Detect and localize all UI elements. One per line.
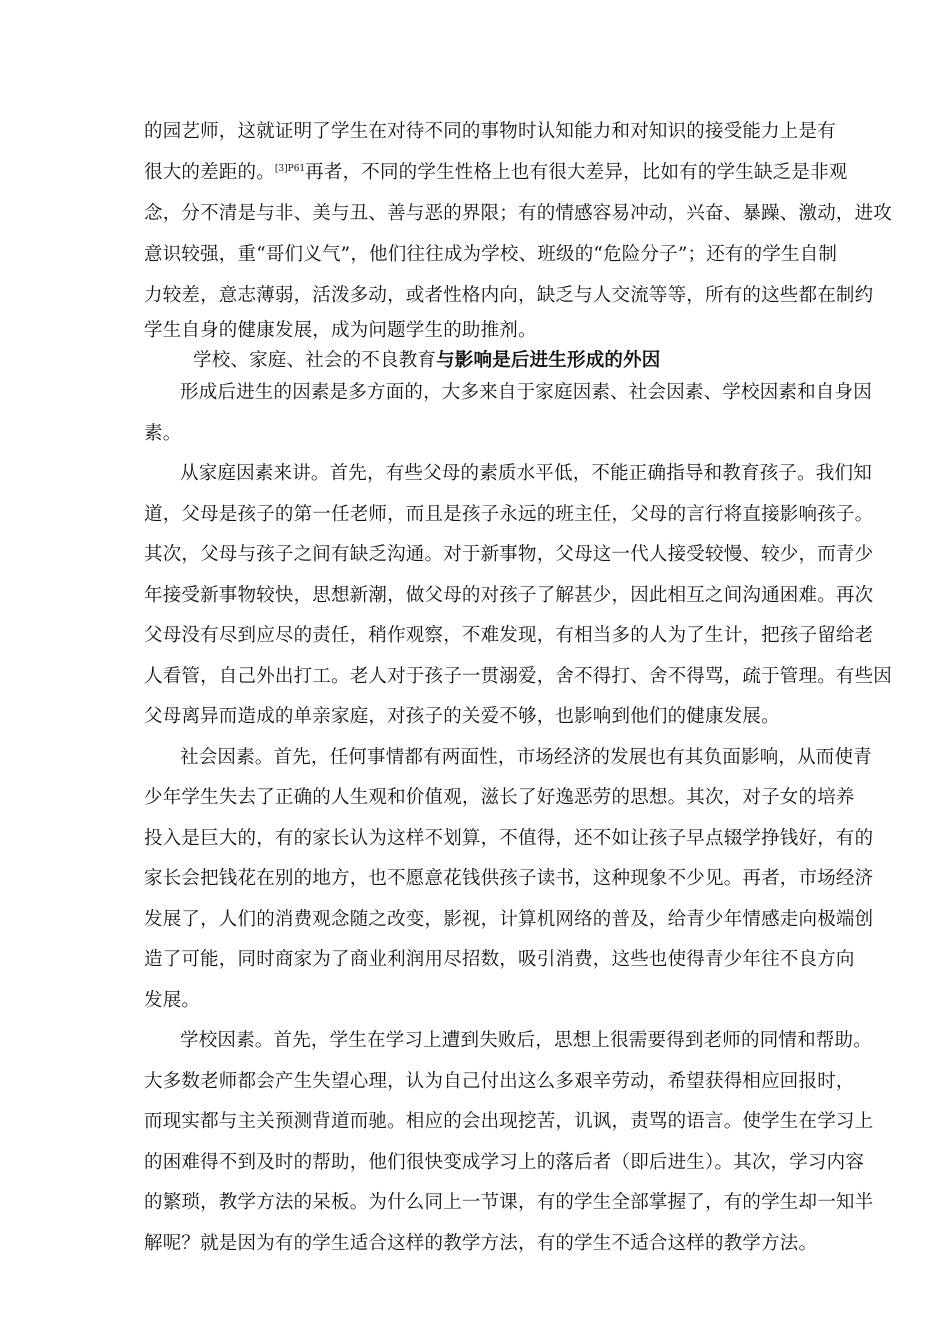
paragraph-5-line-3: 而现实都与主关预测背道而驰。相应的会出现挖苦，讥讽，责骂的语言。使学生在学习上 [144, 1111, 874, 1132]
section-heading [193, 350, 661, 372]
paragraph-4-line-3: 投入是巨大的，有的家长认为这样不划算，不值得，还不如让孩子早点辍学挣钱好，有的 [144, 828, 874, 849]
paragraph-3-line-7: 父母离异而造成的单亲家庭，对孩子的关爱不够，也影响到他们的健康发展。 [144, 706, 780, 727]
paragraph-3-line-3: 其次，父母与孩子之间有缺乏沟通。对于新事物，父母这一代人接受较慢、较少，而青少 [144, 544, 874, 565]
paragraph-3-line-1: 从家庭因素来讲。首先，有些父母的素质水平低，不能正确指导和教育孩子。我们知 [180, 463, 872, 484]
section-heading-plain: 学校、家庭、社会的不良教育 [193, 350, 437, 371]
paragraph-3-line-6: 人看管，自己外出打工。老人对于孩子一贯溺爱，舍不得打、舍不得骂，疏于管理。有些因 [144, 666, 893, 687]
paragraph-5-line-6: 解呢？就是因为有的学生适合这样的教学方法，有的学生不适合这样的教学方法。 [144, 1233, 818, 1254]
paragraph-5-line-5: 的繁琐，教学方法的呆板。为什么同上一节课，有的学生全部掌握了，有的学生却一知半 [144, 1192, 874, 1213]
paragraph-4-line-5: 发展了，人们的消费观念随之改变，影视，计算机网络的普及，给青少年情感走向极端创 [144, 909, 874, 930]
paragraph-5-line-2: 大多数老师都会产生失望心理，认为自己付出这么多艰辛劳动，希望获得相应回报时， [144, 1071, 855, 1092]
paragraph-3-line-5: 父母没有尽到应尽的责任，稍作观察，不难发现，有相当多的人为了生计，把孩子留给老 [144, 625, 874, 646]
paragraph-1-line-1: 的园艺师，这就证明了学生在对待不同的事物时认知能力和对知识的接受能力上是有 [144, 121, 836, 142]
paragraph-3-line-4: 年接受新事物较快，思想新潮，做父母的对孩子了解甚少，因此相互之间沟通困难。再次 [144, 585, 874, 606]
paragraph-1-line-2 [144, 162, 848, 184]
paragraph-4-line-2: 少年学生失去了正确的人生观和价值观，滋长了好逸恶劳的思想。其次，对子女的培养 [144, 787, 855, 808]
paragraph-1-line-2-text-a: 很大的差距的。 [144, 162, 275, 183]
paragraph-3-line-2: 道，父母是孩子的第一任老师，而且是孩子永远的班主任，父母的言行将直接影响孩子。 [144, 504, 874, 525]
paragraph-4-line-4: 家长会把钱花在别的地方，也不愿意花钱供孩子读书，这种现象不少见。再者，市场经济 [144, 868, 874, 889]
paragraph-1-line-2-text-b: 再者，不同的学生性格上也有很大差异，比如有的学生缺乏是非观 [305, 162, 848, 183]
paragraph-1-line-3: 念，分不清是与非、美与丑、善与恶的界限；有的情感容易冲动，兴奋、暴躁、激动，进攻 [144, 203, 893, 224]
paragraph-2-line-2: 素。 [144, 423, 182, 444]
paragraph-4-line-6: 造了可能，同时商家为了商业利润用尽招数，吸引消费，这些也使得青少年往不良方向 [144, 949, 855, 970]
paragraph-1-line-4: 意识较强，重“哥们义气”，他们往往成为学校、班级的“危险分子”；还有的学生自制 [144, 244, 838, 265]
section-heading-bold: 与影响是后进生形成的外因 [436, 350, 661, 371]
paragraph-2-line-1: 形成后进生的因素是多方面的，大多来自于家庭因素、社会因素、学校因素和自身因 [180, 382, 872, 403]
paragraph-4-line-1: 社会因素。首先，任何事情都有两面性，市场经济的发展也有其负面影响，从而使青 [180, 747, 872, 768]
paragraph-1-line-5: 力较差，意志薄弱，活泼多动，或者性格内向，缺乏与人交流等等，所有的这些都在制约 [144, 285, 874, 306]
paragraph-5-line-4: 的困难得不到及时的帮助，他们很快变成学习上的落后者（即后进生）。其次，学习内容 [144, 1152, 865, 1173]
paragraph-4-line-7: 发展。 [144, 990, 201, 1011]
citation-marker: [3]P61 [274, 163, 306, 174]
paragraph-1-line-6: 学生自身的健康发展，成为问题学生的助推剂。 [144, 320, 537, 341]
paragraph-5-line-1: 学校因素。首先，学生在学习上遭到失败后，思想上很需要得到老师的同情和帮助。 [180, 1030, 872, 1051]
